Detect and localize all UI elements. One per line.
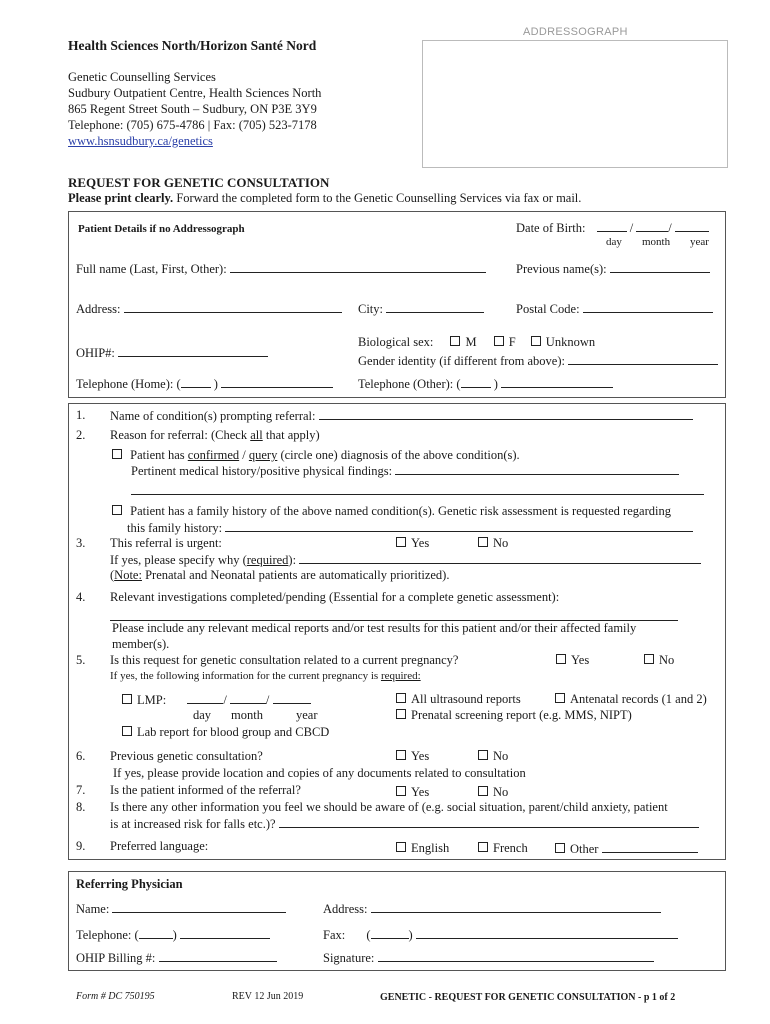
q3-number: 3. bbox=[76, 536, 86, 550]
checkbox-icon bbox=[555, 693, 565, 703]
language-french[interactable]: French bbox=[478, 841, 528, 856]
checkbox-icon bbox=[644, 654, 654, 664]
family-history-field[interactable]: this family history: bbox=[127, 520, 693, 536]
lab-report-option[interactable]: Lab report for blood group and CBCD bbox=[122, 725, 329, 740]
checkbox-icon bbox=[112, 449, 122, 459]
phone-line: Telephone: (705) 675-4786 | Fax: (705) 523-7178 bbox=[68, 118, 317, 132]
q4-number: 4. bbox=[76, 590, 86, 604]
checkbox-icon bbox=[556, 654, 566, 664]
q8-field[interactable]: is at increased risk for falls etc.)? bbox=[110, 816, 699, 832]
ohip-billing-field[interactable]: OHIP Billing #: bbox=[76, 950, 277, 966]
checkbox-icon bbox=[396, 786, 406, 796]
dept-name: Genetic Counselling Services bbox=[68, 70, 216, 84]
dob-month-label: month bbox=[642, 236, 671, 248]
lmp-field[interactable]: LMP: / / bbox=[122, 692, 311, 708]
checkbox-icon bbox=[396, 709, 406, 719]
sex-m-option[interactable]: M bbox=[450, 335, 476, 349]
biological-sex-field: Biological sex: M F Unknown bbox=[358, 335, 596, 349]
q5-text: Is this request for genetic consultation related to a current pregnancy? bbox=[110, 653, 459, 667]
q9-number: 9. bbox=[76, 839, 86, 853]
checkbox-icon bbox=[478, 537, 488, 547]
q4-text: Relevant investigations completed/pending (Essential for a complete genetic assessment): bbox=[110, 590, 560, 604]
checkbox-icon bbox=[531, 336, 541, 346]
physician-name-field[interactable]: Name: bbox=[76, 901, 286, 917]
checkbox-icon bbox=[478, 786, 488, 796]
checkbox-icon bbox=[396, 693, 406, 703]
previous-names-field[interactable]: Previous name(s): bbox=[516, 261, 710, 277]
q7-number: 7. bbox=[76, 783, 86, 797]
confirmed-diagnosis-option[interactable]: Patient has confirmed / query (circle one) diagnosis of the above condition(s). bbox=[112, 448, 520, 463]
physician-address-field[interactable]: Address: bbox=[323, 901, 661, 917]
q5-number: 5. bbox=[76, 653, 86, 667]
sex-unknown-option[interactable]: Unknown bbox=[531, 335, 595, 349]
q4-note-2: member(s). bbox=[112, 637, 170, 651]
ohip-field[interactable]: OHIP#: bbox=[76, 345, 268, 361]
q3-text: This referral is urgent: bbox=[110, 536, 222, 550]
checkbox-icon bbox=[112, 505, 122, 515]
pertinent-history-line-2[interactable] bbox=[131, 483, 704, 499]
physician-fax-field[interactable]: Fax: ( ) bbox=[323, 927, 678, 943]
city-field[interactable]: City: bbox=[358, 301, 484, 317]
addressograph-box bbox=[422, 40, 728, 168]
telephone-home-field[interactable]: Telephone (Home): ( ) bbox=[76, 376, 333, 392]
q2-number: 2. bbox=[76, 428, 86, 442]
q3-reason-field[interactable]: If yes, please specify why (required): bbox=[110, 552, 701, 568]
q1-number: 1. bbox=[76, 408, 86, 422]
dob-day-label: day bbox=[606, 236, 622, 248]
postal-code-field[interactable]: Postal Code: bbox=[516, 301, 713, 317]
q9-text: Preferred language: bbox=[110, 839, 209, 853]
physician-telephone-field[interactable]: Telephone: ( ) bbox=[76, 927, 270, 943]
q6-no[interactable]: No bbox=[478, 749, 508, 764]
lmp-year-label: year bbox=[296, 708, 318, 722]
ultrasound-option[interactable]: All ultrasound reports bbox=[396, 692, 521, 707]
address-field[interactable]: Address: bbox=[76, 301, 342, 317]
telephone-other-field[interactable]: Telephone (Other): ( ) bbox=[358, 376, 613, 392]
q3-note: (Note: Prenatal and Neonatal patients are automatically prioritized). bbox=[110, 568, 450, 582]
q6-note: If yes, please provide location and copies of any documents related to consultation bbox=[113, 766, 526, 780]
gender-identity-field[interactable]: Gender identity (if different from above): bbox=[358, 353, 718, 369]
lmp-day-label: day bbox=[193, 708, 212, 722]
q3-no[interactable]: No bbox=[478, 536, 508, 551]
org-name: Health Sciences North/Horizon Santé Nord bbox=[68, 38, 317, 53]
family-history-option[interactable]: Patient has a family history of the above named condition(s). Genetic risk assessment is requested regarding bbox=[112, 504, 671, 519]
q3-yes[interactable]: Yes bbox=[396, 536, 429, 551]
website-link[interactable]: www.hsnsudbury.ca/genetics bbox=[68, 134, 213, 148]
language-other[interactable]: Other bbox=[555, 841, 698, 857]
prenatal-screening-option[interactable]: Prenatal screening report (e.g. MMS, NIPT) bbox=[396, 708, 632, 723]
checkbox-icon bbox=[122, 694, 132, 704]
revision-date: REV 12 Jun 2019 bbox=[232, 991, 304, 1002]
dob-field[interactable]: Date of Birth: / / bbox=[516, 220, 709, 236]
address-line-2: 865 Regent Street South – Sudbury, ON P3E 3Y9 bbox=[68, 102, 317, 116]
q7-text: Is the patient informed of the referral? bbox=[110, 783, 301, 797]
address-line-1: Sudbury Outpatient Centre, Health Sciences North bbox=[68, 86, 322, 100]
footer-page-title: GENETIC - REQUEST FOR GENETIC CONSULTATION - p 1 of 2 bbox=[380, 992, 676, 1003]
lmp-month-label: month bbox=[231, 708, 263, 722]
q4-note-1: Please include any relevant medical reports and/or test results for this patient and/or their affected family bbox=[112, 621, 637, 635]
physician-heading: Referring Physician bbox=[76, 877, 183, 891]
checkbox-icon bbox=[396, 537, 406, 547]
q5-no[interactable]: No bbox=[644, 653, 674, 668]
checkbox-icon bbox=[555, 843, 565, 853]
patient-details-heading: Patient Details if no Addressograph bbox=[78, 223, 245, 235]
pertinent-history-field[interactable]: Pertinent medical history/positive physical findings: bbox=[131, 463, 679, 479]
signature-field[interactable]: Signature: bbox=[323, 950, 654, 966]
q1-field[interactable]: Name of condition(s) prompting referral: bbox=[110, 408, 693, 424]
checkbox-icon bbox=[122, 726, 132, 736]
q5-yes[interactable]: Yes bbox=[556, 653, 589, 668]
checkbox-icon bbox=[494, 336, 504, 346]
q8-number: 8. bbox=[76, 800, 86, 814]
checkbox-icon bbox=[396, 750, 406, 760]
form-number: Form # DC 750195 bbox=[76, 991, 155, 1002]
sex-f-option[interactable]: F bbox=[494, 335, 516, 349]
instructions: Please print clearly. Forward the completed form to the Genetic Counselling Services via fax or mail. bbox=[68, 191, 582, 205]
q7-no[interactable]: No bbox=[478, 785, 508, 800]
q6-number: 6. bbox=[76, 749, 86, 763]
language-english[interactable]: English bbox=[396, 841, 449, 856]
checkbox-icon bbox=[396, 842, 406, 852]
antenatal-option[interactable]: Antenatal records (1 and 2) bbox=[555, 692, 707, 707]
addressograph-label: ADDRESSOGRAPH bbox=[523, 26, 628, 38]
form-title: REQUEST FOR GENETIC CONSULTATION bbox=[68, 175, 330, 190]
full-name-field[interactable]: Full name (Last, First, Other): bbox=[76, 261, 486, 277]
checkbox-icon bbox=[478, 750, 488, 760]
q6-yes[interactable]: Yes bbox=[396, 749, 429, 764]
q2-text: Reason for referral: (Check all that apply) bbox=[110, 428, 320, 442]
q6-text: Previous genetic consultation? bbox=[110, 749, 263, 763]
q7-yes[interactable]: Yes bbox=[396, 785, 429, 800]
q5-required-note: If yes, the following information for the current pregnancy is required: bbox=[110, 670, 421, 682]
q8-text: Is there any other information you feel we should be aware of (e.g. social situation, parent/child anxiety, patient bbox=[110, 800, 668, 814]
dob-year-label: year bbox=[690, 236, 709, 248]
checkbox-icon bbox=[450, 336, 460, 346]
checkbox-icon bbox=[478, 842, 488, 852]
